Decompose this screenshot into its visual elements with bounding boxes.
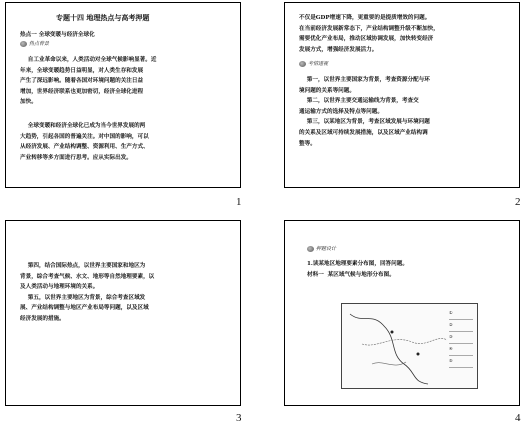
- slide-2-body-2: 第一，以世界主要国家为背景，考查资源分配与环 境问题的关系等问题。 第二，以世界主要交通运输线为背景，考查交 通运输方式的选择及特点等问题。 第三，以某地区为背景，考查区域发展与环境问题 的关系及区域可持续发展措施，以及区域产业结构调 整等。: [299, 77, 430, 147]
- legend-item: ⑤: [449, 358, 473, 368]
- slide-3-body: 第四，结合国际热点，以世界主要国家和地区为 背景，综合考查气候、水文、地形等自然地理要素，以 及人类活动与地理环境的关系。 第五，以世界主要地区为背景，综合考查区域发 展、产业结构调整与地区产业布局等问题，以及区域 经济发展的措施。: [20, 263, 155, 322]
- page-number-4: 4: [515, 412, 521, 424]
- page-number-2: 2: [515, 196, 521, 208]
- slide-1-title: 专题十四 地理热点与高考押题: [56, 13, 150, 22]
- legend-item: ④: [449, 346, 473, 356]
- river-line: [372, 362, 406, 365]
- city-marker: [417, 353, 420, 356]
- city-marker: [391, 331, 394, 334]
- slide-2-badge-label: 考情透视: [308, 61, 329, 67]
- region-map: [341, 303, 478, 389]
- slide-1-section: 热点一 全球变暖与经济全球化: [20, 32, 95, 38]
- slide-4-badge: [307, 245, 336, 252]
- slide-4: [284, 220, 520, 406]
- slide-4-body: 1.读某地区地理要素分布图，回答问题。 材料一 某区域气候与地形分布图。: [307, 261, 408, 278]
- slide-1-badge-label: 热点背景: [29, 41, 50, 47]
- globe-icon: [307, 246, 314, 252]
- globe-icon: [299, 61, 306, 67]
- boundary-line: [362, 338, 447, 345]
- slide-2-badge: [299, 60, 328, 67]
- slide-3: [5, 220, 241, 406]
- legend-item: ②: [449, 322, 473, 332]
- slide-2: [284, 2, 520, 188]
- slide-1: [5, 2, 241, 188]
- globe-icon: [20, 41, 27, 47]
- slide-4-badge-label: 押题设计: [316, 246, 337, 252]
- slide-1-badge: [20, 40, 49, 47]
- page-number-1: 1: [236, 196, 242, 208]
- coastline: [350, 314, 428, 384]
- slide-1-body-2: 全球变暖和经济全球化已成为当今世界发展的两 大趋势，引起各国的普遍关注。对中国的影响，可以 从经济发展、产业结构调整、资源利用、生产方式、 产业转移等多方面进行思考。应从实际出发。: [20, 123, 149, 161]
- page-number-3: 3: [236, 412, 242, 424]
- slide-2-body: 不仅是GDP增速下降，更重要的是提质增效的问题。 在当前经济发展新常态下，产业结构调整升级不断加快， 需要优化产业布局，推动区域协调发展，加快转变经济 发展方式，增强经济发展活力。: [299, 15, 439, 53]
- slide-1-body: 自工业革命以来，人类活动对全球气候影响显著。近 年来，全球变暖趋势日益明显，对人类生存和发展 产生了深远影响。随着各国对环境问题的关注日益 增加，世界经济联系也更加密切，经济全球化进程 加快。: [20, 57, 157, 106]
- legend-item: ①: [449, 310, 473, 320]
- legend-item: ③: [449, 334, 473, 344]
- map-legend: [449, 310, 473, 370]
